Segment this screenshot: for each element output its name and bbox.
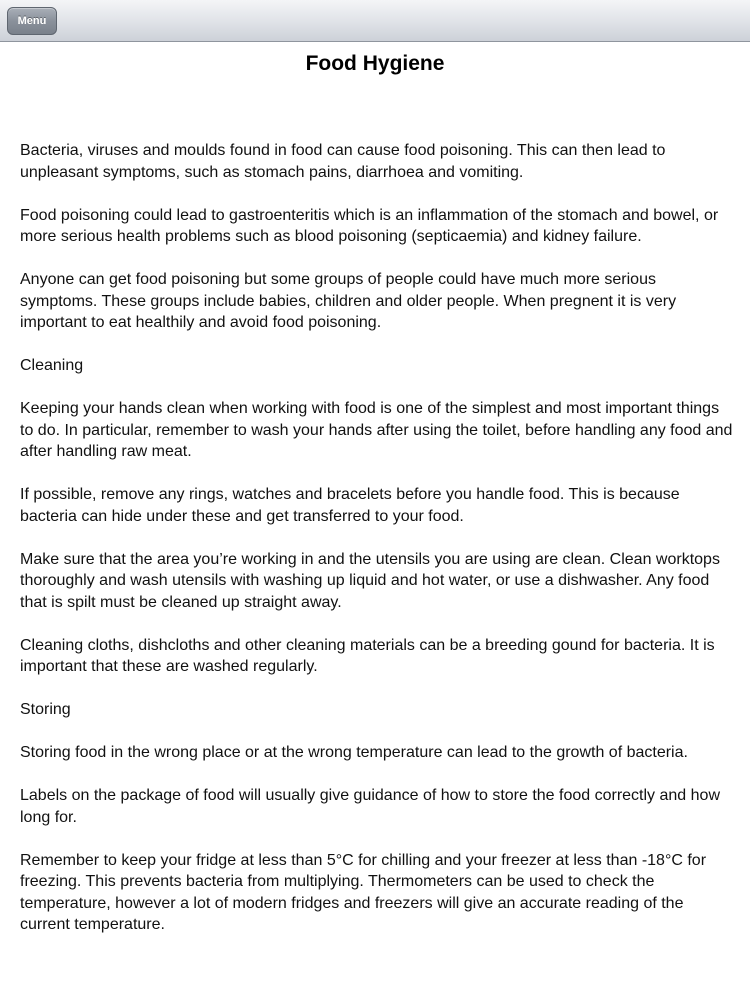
paragraph-risk-groups: Anyone can get food poisoning but some groups of people could have much more serious symptoms. These groups include babies, children and older people. When pregnent it is very important to eat healthily and avoid food poisoning. <box>20 271 677 331</box>
navigation-bar <box>0 0 750 42</box>
menu-button[interactable]: Menu <box>7 7 57 35</box>
article-body <box>20 140 736 957</box>
paragraph-hand-washing: Keeping your hands clean when working with food is one of the simplest and most important things to do. In particular, remember to wash your hands after using the toilet, before handling any food and after handling raw meat. <box>20 400 733 460</box>
paragraph-gastroenteritis: Food poisoning could lead to gastroenteritis which is an inflammation of the stomach and bowel, or more serious health problems such as blood poisoning (septicaemia) and kidney failure. <box>20 206 719 245</box>
paragraph-jewellery: If possible, remove any rings, watches and bracelets before you handle food. This is because bacteria can hide under these and get transferred to your food. <box>20 486 680 525</box>
paragraph-fridge-freezer: Remember to keep your fridge at less than 5°C for chilling and your freezer at less than -18°C for freezing. This prevents bacteria from multiplying. Thermometers can be used to check the temperature, however a lot of modern fridges and freezers will give an accurate reading of the current temperature. <box>20 851 707 933</box>
paragraph-package-labels: Labels on the package of food will usually give guidance of how to store the food correctly and how long for. <box>20 787 720 826</box>
paragraph-cleaning-cloths: Cleaning cloths, dishcloths and other cleaning materials can be a breeding gound for bacteria. It is important that these are washed regularly. <box>20 636 715 675</box>
page-title: Food Hygiene <box>305 52 445 75</box>
section-heading-cleaning: Cleaning <box>20 357 84 374</box>
paragraph-storage-temperature: Storing food in the wrong place or at the wrong temperature can lead to the growth of bacteria. <box>20 744 688 761</box>
paragraph-clean-utensils: Make sure that the area you’re working in and the utensils you are using are clean. Clean worktops thoroughly and wash utensils with washing up liquid and hot water, or use a dishwasher. Any food that is spilt must be cleaned up straight away. <box>20 550 720 611</box>
paragraph-intro-bacteria: Bacteria, viruses and moulds found in food can cause food poisoning. This can then lead to unpleasant symptoms, such as stomach pains, diarrhoea and vomiting. <box>20 142 666 181</box>
section-heading-storing: Storing <box>20 701 71 718</box>
